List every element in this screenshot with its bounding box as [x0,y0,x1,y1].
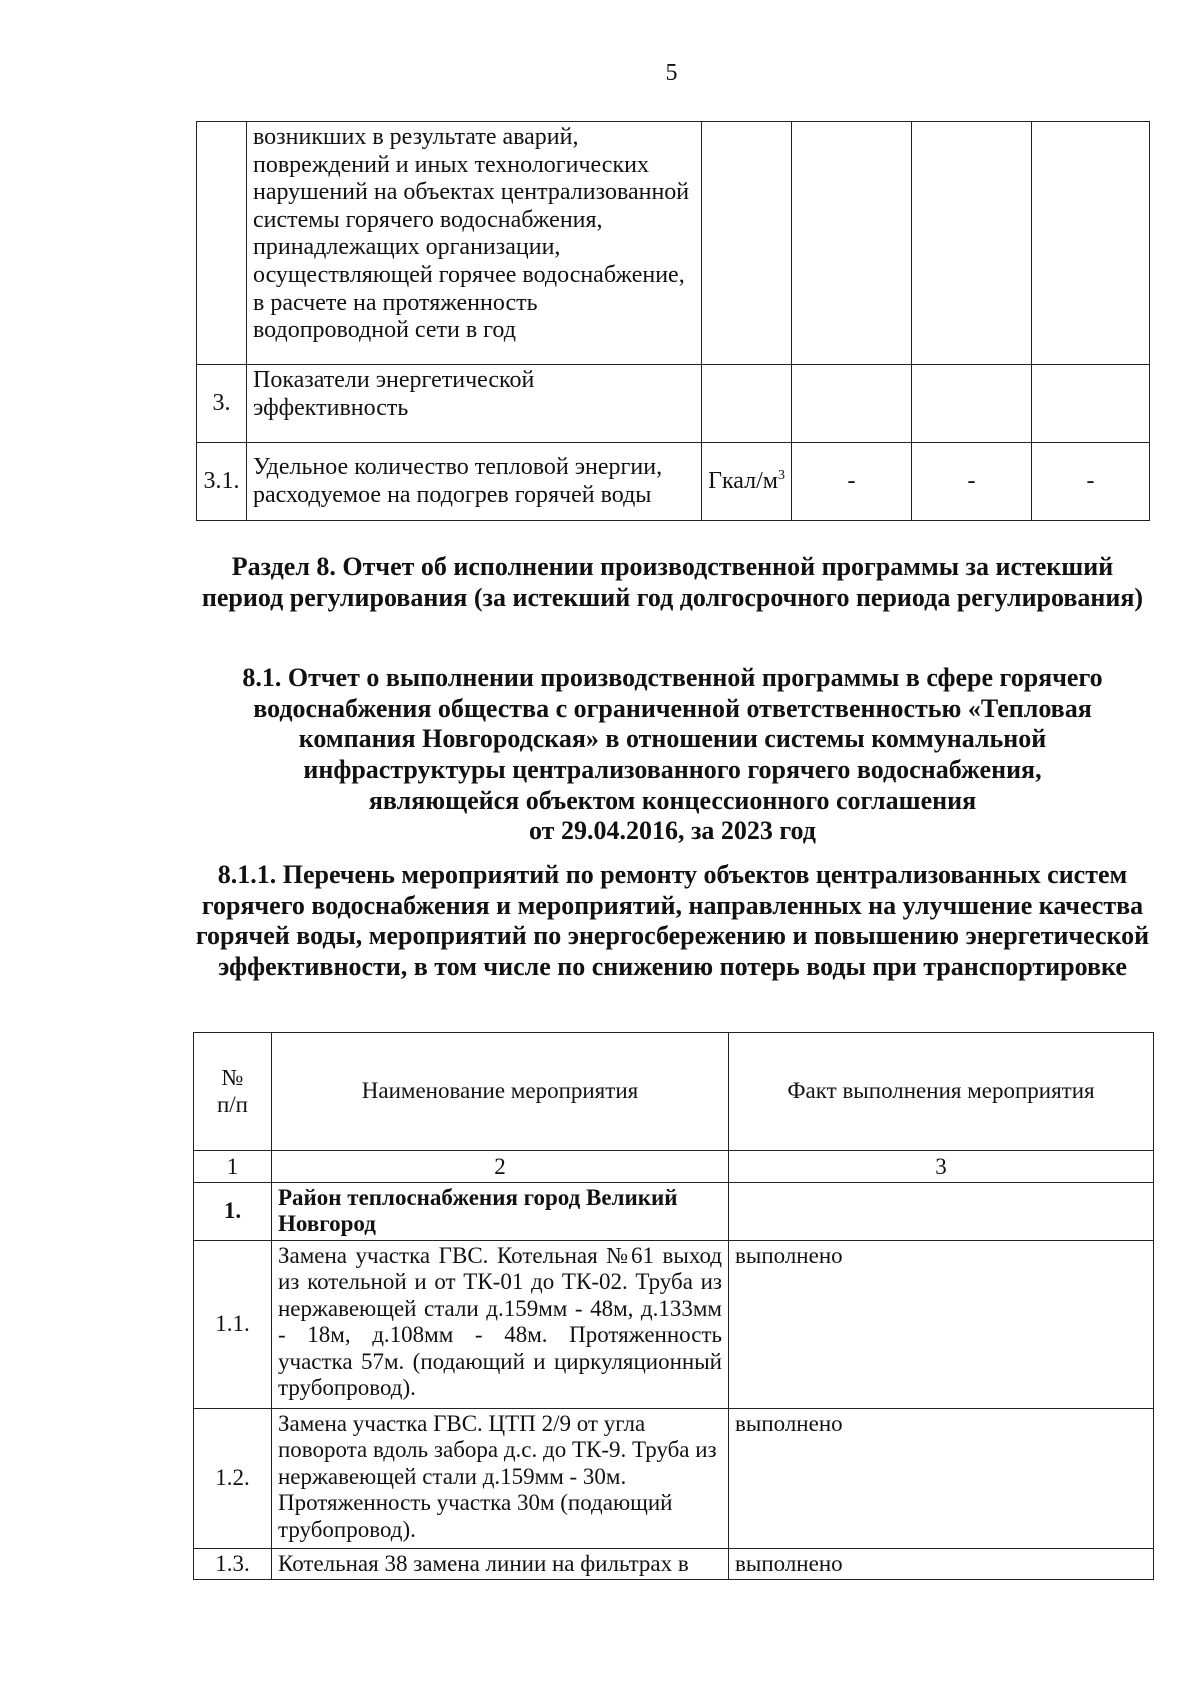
value-cell [792,122,912,365]
table-row [194,1549,1154,1580]
row-number: 3.1. [197,443,247,521]
heading-line: являющейся объектом концессионного соглашения [368,785,977,815]
table-row [194,1241,1154,1409]
value-cell [912,365,1032,443]
value-cell: - [1032,443,1150,521]
heading-line: 8.1. Отчет о выполнении производственной программы в сфере горячего [242,663,1103,692]
value-cell: - [792,443,912,521]
table-row [197,122,1150,365]
header-name: Наименование мероприятия [272,1033,729,1151]
measures-table [193,1032,1154,1580]
column-number: 1 [194,1151,272,1183]
row-number: 1.3. [194,1549,272,1580]
value-cell: - [912,443,1032,521]
header-number-label: п/п [216,1091,248,1117]
unit-cell [702,122,792,365]
row-number: 1.2. [194,1409,272,1549]
indicators-table [196,121,1150,521]
value-cell [1032,122,1150,365]
header-fact: Факт выполнения мероприятия [729,1033,1154,1151]
section-8-1-heading [190,663,1155,847]
measure-name: Замена участка ГВС. Котельная №61 выход из котельной и от ТК-01 до ТК-02. Труба из нержавеющей стали д.159мм - 48м, д.133мм - 18м, д.108мм - 48м. Протяженность участка 57м. (подающий и циркуляционный трубопровод). [272,1241,729,1409]
row-number: 1.1. [194,1241,272,1409]
column-number: 2 [272,1151,729,1183]
measure-name: Замена участка ГВС. ЦТП 2/9 от угла поворота вдоль забора д.с. до ТК-9. Труба из нержавеющей стали д.159мм - 30м. Протяженность участка 30м (подающий трубопровод). [272,1409,729,1549]
section-8-1-1-heading: 8.1.1. Перечень мероприятий по ремонту объектов централизованных систем горячего водоснабжения и мероприятий, направленных на улучшение качества горячей воды, мероприятий по энергосбережению и повышению энергетической эффективности, в том числе по снижению потерь воды при транспортировке [195,860,1150,982]
unit-text: Гкал/м [708,467,778,494]
row-number: 1. [194,1183,272,1241]
table-row [197,365,1150,443]
district-name: Район теплоснабжения город Великий Новгород [272,1183,729,1241]
fact-cell: выполнено [729,1549,1154,1580]
indicator-name: Удельное количество тепловой энергии, расходуемое на подогрев горячей воды [247,443,702,521]
heading-line: компания Новгородская» в отношении системы коммунальной [298,724,1047,754]
value-cell [792,365,912,443]
value-cell [1032,365,1150,443]
indicator-name: возникших в результате аварий, повреждений и иных технологических нарушений на объектах централизованной системы горячего водоснабжения, принадлежащих организации, осуществляющей горячее водоснабжение, в расчете на протяженность водопроводной сети в год [247,122,702,365]
column-number: 3 [729,1151,1154,1183]
unit-cell [702,365,792,443]
table-row [194,1409,1154,1549]
indicator-name: Показатели энергетической эффективность [247,365,702,443]
column-number-row [194,1151,1154,1183]
table-row [194,1183,1154,1241]
fact-cell: выполнено [729,1241,1154,1409]
measure-name: Котельная 38 замена линии на фильтрах в [272,1549,729,1580]
unit-cell [702,443,792,521]
fact-cell [729,1183,1154,1241]
heading-line: инфраструктуры централизованного горячего водоснабжения, [303,755,1042,785]
section-8-heading: Раздел 8. Отчет об исполнении производственной программы за истекший период регулирования (за истекший год долгосрочного периода регулирования) [201,552,1144,612]
header-number-symbol: № [221,1065,244,1091]
heading-line: от 29.04.2016, за 2023 год [529,816,816,846]
value-cell [912,122,1032,365]
fact-cell: выполнено [729,1409,1154,1549]
page-number: 5 [665,60,678,86]
row-number: 3. [197,365,247,443]
table-header-row [194,1033,1154,1151]
unit-superscript: 3 [777,467,785,483]
row-number [197,122,247,365]
heading-line: водоснабжения общества с ограниченной ответственностью «Тепловая [253,693,1092,723]
table-row [197,443,1150,521]
header-number [194,1033,272,1151]
